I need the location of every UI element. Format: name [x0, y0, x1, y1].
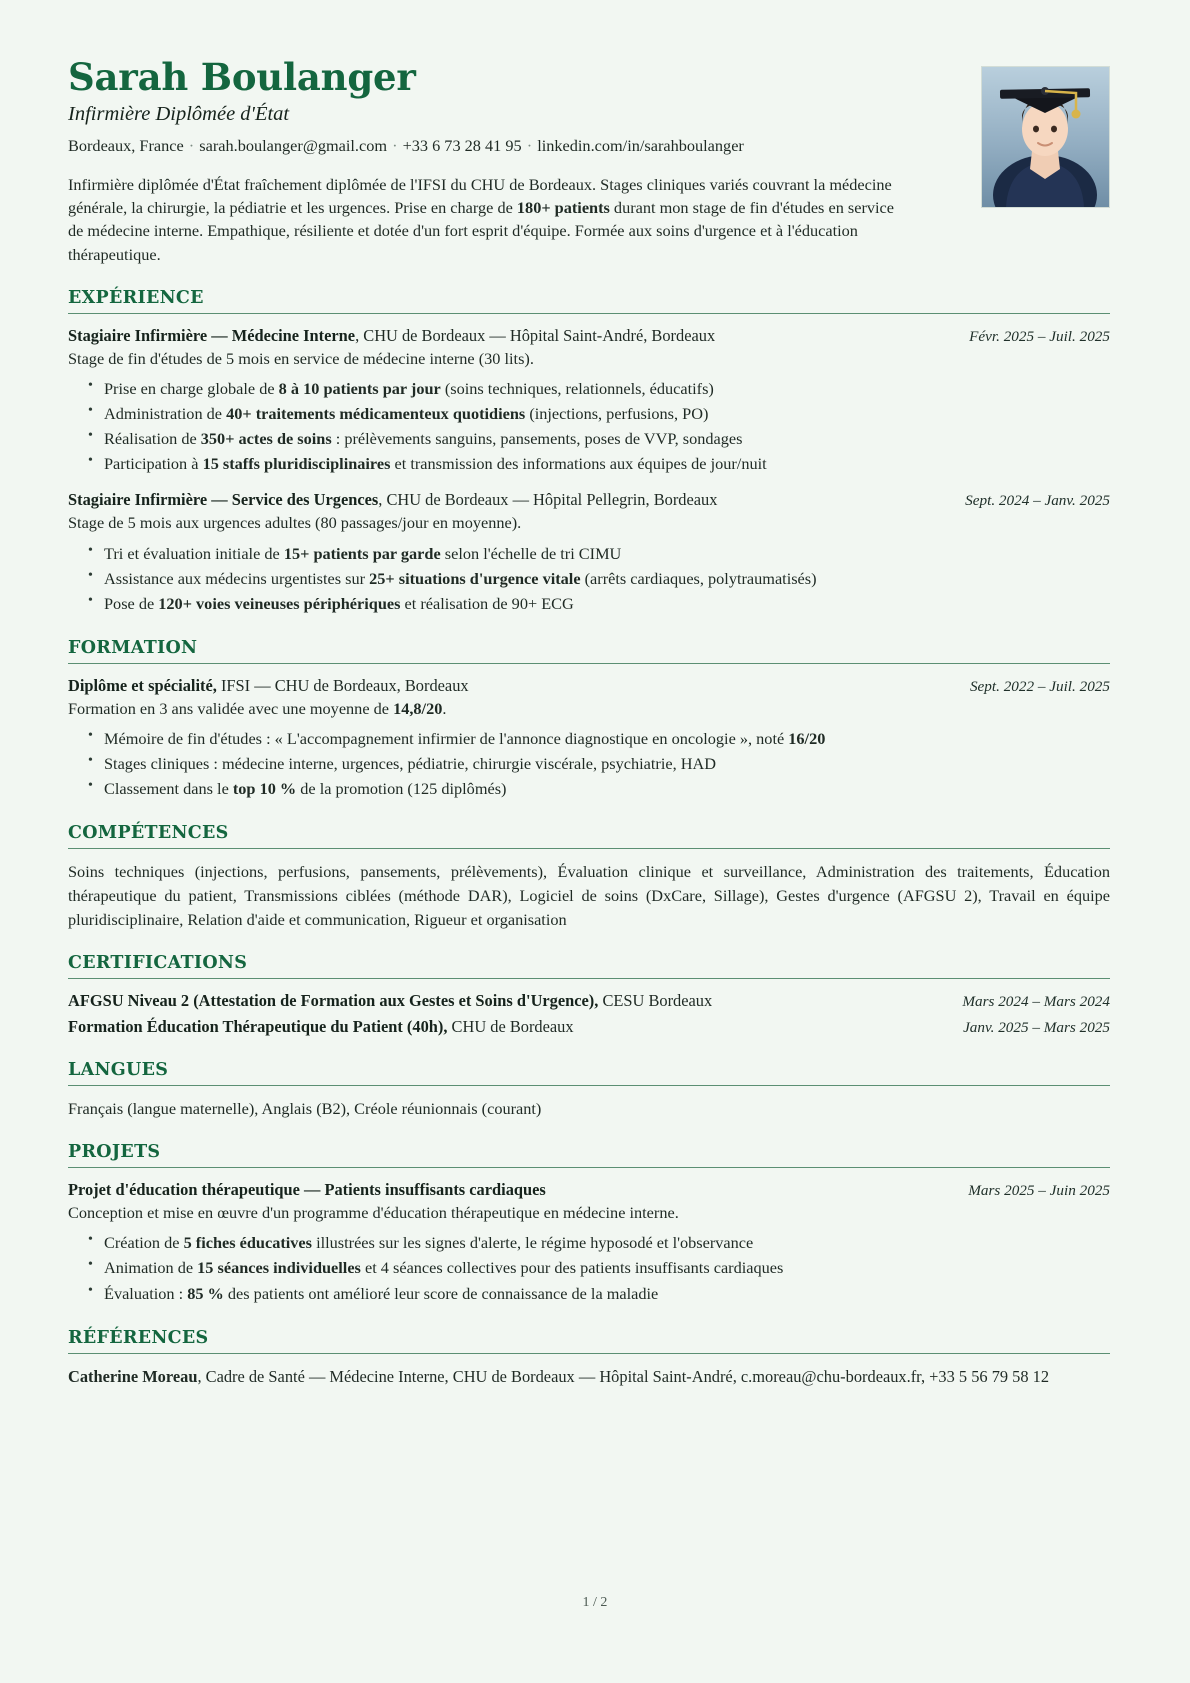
avatar	[981, 66, 1110, 208]
list-item	[86, 1256, 1110, 1280]
project-entry	[68, 1179, 1110, 1305]
section-heading-competences: COMPÉTENCES	[68, 823, 229, 844]
bullet-text-pre: Pose de	[104, 593, 159, 613]
entry-date: Sept. 2022 – Juil. 2025	[969, 677, 1110, 695]
entry-date: Févr. 2025 – Juil. 2025	[969, 327, 1110, 345]
certification-entry	[68, 990, 1110, 1012]
entry-title	[68, 1179, 950, 1201]
section-heading-langues: LANGUES	[68, 1059, 169, 1080]
bullet-text-pre: Mémoire de fin d'études : « L'accompagnement infirmier de l'annonce diagnostique en oncologie », noté	[104, 729, 789, 749]
page-number: 1 / 2	[582, 1595, 608, 1610]
list-item	[86, 727, 1110, 751]
list-item	[86, 402, 1110, 426]
bullet-text-pre: Assistance aux médecins urgentistes sur	[104, 568, 370, 588]
entry-header	[68, 489, 1110, 511]
summary-text-part1: Infirmière diplômée d'État fraîchement diplômée de l'IFSI du CHU de Bordeaux. Stages cliniques variés couvrant la médecine générale, la chirurgie, la pédiatrie et les urgences. Prise en charge de	[68, 174, 892, 217]
entry-bullet-list	[68, 1231, 1110, 1305]
entry-header	[68, 1179, 1110, 1201]
job-tagline: Infirmière Diplômée d'État	[68, 102, 290, 125]
list-item	[86, 752, 1110, 776]
summary-highlight: 180+ patients	[516, 197, 610, 217]
section-heading-formation: FORMATION	[68, 637, 198, 658]
entry-date: Mars 2025 – Juin 2025	[968, 1182, 1110, 1200]
section-divider	[68, 663, 1110, 664]
section-references	[68, 1328, 1110, 1388]
bullet-text-post: selon l'échelle de tri CIMU	[440, 543, 622, 563]
entry-role: Stagiaire Infirmière — Médecine Interne	[68, 325, 356, 345]
section-formation	[68, 638, 1110, 801]
entry-bullet-list	[68, 542, 1110, 616]
summary-text-part2: durant mon stage de fin d'études en service de médecine interne. Empathique, résiliente et dotée d'un fort esprit d'équipe. Formée aux soins d'urgence et à l'éducation thérapeutique.	[68, 197, 895, 264]
bullet-highlight: 15+ patients par garde	[283, 543, 441, 563]
contact-email[interactable]: sarah.boulanger@gmail.com	[199, 135, 387, 155]
langues-list: Français (langue maternelle), Anglais (B2), Créole réunionnais (courant)	[68, 1098, 542, 1118]
bullet-text-pre: Prise en charge globale de	[104, 379, 279, 399]
bullet-highlight: 85 %	[187, 1283, 224, 1303]
bullet-text-post: de la promotion (125 diplômés)	[296, 779, 507, 799]
bullet-highlight: 15 staffs pluridisciplinaires	[202, 454, 391, 474]
contact-separator-icon: ·	[184, 135, 199, 155]
bullet-text-post: (soins techniques, relationnels, éducatifs)	[440, 379, 714, 399]
certification-name: Formation Éducation Thérapeutique du Patient (40h),	[68, 1016, 448, 1036]
contact-phone[interactable]: +33 6 73 28 41 95	[402, 135, 522, 155]
contact-separator-icon: ·	[522, 135, 537, 155]
entry-summary	[68, 698, 1110, 720]
entry-summary: Stage de 5 mois aux urgences adultes (80 passages/jour en moyenne).	[68, 513, 522, 533]
entry-header	[68, 675, 1110, 697]
resume-header	[68, 55, 1110, 266]
entry-summary: Conception et mise en œuvre d'un programme d'éducation thérapeutique en médecine interne.	[68, 1202, 679, 1222]
summary-text-pre: Formation en 3 ans validée avec une moyenne de	[68, 698, 394, 718]
bullet-text-pre: Participation à	[104, 454, 203, 474]
section-experience	[68, 288, 1110, 616]
entry-title	[68, 1016, 945, 1038]
portrait-photo-icon	[982, 67, 1109, 207]
entry-organization: IFSI — CHU de Bordeaux, Bordeaux	[216, 675, 469, 695]
bullet-text-pre: Création de	[104, 1233, 184, 1253]
bullet-text-post: (arrêts cardiaques, polytraumatisés)	[580, 568, 817, 588]
section-divider	[68, 313, 1110, 314]
list-item	[86, 592, 1110, 616]
contact-separator-icon: ·	[388, 135, 402, 155]
list-item	[86, 542, 1110, 566]
entry-date: Mars 2024 – Mars 2024	[962, 993, 1110, 1011]
list-item	[86, 567, 1110, 591]
entry-role: Stagiaire Infirmière — Service des Urgences	[68, 490, 379, 510]
section-divider	[68, 1353, 1110, 1354]
bullet-highlight: 5 fiches éducatives	[183, 1233, 312, 1253]
bullet-text-pre: Réalisation de	[104, 429, 201, 449]
bullet-text-post: (injections, perfusions, PO)	[525, 404, 709, 424]
bullet-highlight: top 10 %	[232, 779, 297, 799]
competences-list: Soins techniques (injections, perfusions, pansements, prélèvements), Évaluation clinique et surveillance, Administration des traitements, Éducation thérapeutique du patient, Transmissions ciblées (méthode DAR), Logiciel de soins (DxCare, Sillage), Gestes d'urgence (AFGSU 2), Travail en équipe pluridisciplinaire, Relation d'aide et communication, Rigueur et organisation	[68, 862, 1110, 929]
bullet-text-post: illustrées sur les signes d'alerte, le régime hyposodé et l'observance	[312, 1233, 754, 1253]
bullet-text-pre: Stages cliniques : médecine interne, urgences, pédiatrie, chirurgie viscérale, psychiatrie, HAD	[104, 754, 716, 774]
bullet-highlight: 8 à 10 patients par jour	[278, 379, 441, 399]
list-item	[86, 377, 1110, 401]
list-item	[86, 777, 1110, 801]
bullet-highlight: 40+ traitements médicamenteux quotidiens	[226, 404, 526, 424]
entry-title	[68, 489, 947, 511]
entry-title	[68, 990, 944, 1012]
formation-entry	[68, 675, 1110, 801]
bullet-text-pre: Administration de	[104, 404, 227, 424]
bullet-text-post: et transmission des informations aux équipes de jour/nuit	[390, 454, 767, 474]
bullet-highlight: 350+ actes de soins	[200, 429, 332, 449]
bullet-text-pre: Classement dans le	[104, 779, 233, 799]
section-divider	[68, 1085, 1110, 1086]
section-heading-references: RÉFÉRENCES	[68, 1327, 209, 1348]
section-divider	[68, 978, 1110, 979]
section-projets	[68, 1142, 1110, 1305]
experience-entry	[68, 325, 1110, 477]
entry-bullet-list	[68, 377, 1110, 476]
contact-line	[68, 135, 900, 156]
entry-organization: , CHU de Bordeaux — Hôpital Saint-André, Bordeaux	[355, 325, 716, 345]
section-heading-experience: EXPÉRIENCE	[68, 287, 204, 308]
section-divider	[68, 848, 1110, 849]
certification-name: AFGSU Niveau 2 (Attestation de Formation aux Gestes et Soins d'Urgence),	[68, 991, 599, 1011]
bullet-highlight: 16/20	[788, 729, 826, 749]
list-item	[86, 427, 1110, 451]
project-name: Projet d'éducation thérapeutique — Patients insuffisants cardiaques	[68, 1180, 546, 1200]
page-title: Sarah Boulanger	[68, 55, 416, 99]
profile-summary	[68, 173, 1110, 266]
section-heading-projets: PROJETS	[68, 1142, 161, 1163]
summary-highlight: 14,8/20	[393, 698, 443, 718]
entry-title	[68, 325, 951, 347]
section-heading-certifications: CERTIFICATIONS	[68, 953, 248, 974]
certification-entry	[68, 1016, 1110, 1038]
entry-role: Diplôme et spécialité,	[68, 675, 217, 695]
list-item	[86, 452, 1110, 476]
bullet-text-pre: Évaluation :	[104, 1283, 188, 1303]
entry-title	[68, 675, 952, 697]
entry-organization: , CHU de Bordeaux — Hôpital Pellegrin, Bordeaux	[378, 490, 718, 510]
reference-entry	[68, 1365, 1110, 1388]
entry-header	[68, 325, 1110, 347]
reference-detail: , Cadre de Santé — Médecine Interne, CHU de Bordeaux — Hôpital Saint-André, c.moreau@chu-bordeaux.fr, +33 5 56 79 58 12	[197, 1366, 1050, 1386]
section-competences	[68, 823, 1110, 931]
bullet-text-post: et 4 séances collectives pour des patients insuffisants cardiaques	[360, 1258, 784, 1278]
experience-entry	[68, 489, 1110, 615]
summary-text-post: .	[442, 698, 447, 718]
section-divider	[68, 1167, 1110, 1168]
contact-location: Bordeaux, France	[68, 135, 184, 155]
entry-date: Janv. 2025 – Mars 2025	[963, 1018, 1110, 1036]
bullet-text-post: et réalisation de 90+ ECG	[400, 593, 574, 613]
section-langues	[68, 1060, 1110, 1121]
bullet-text-pre: Animation de	[104, 1258, 198, 1278]
bullet-highlight: 25+ situations d'urgence vitale	[369, 568, 581, 588]
bullet-highlight: 120+ voies veineuses périphériques	[158, 593, 401, 613]
list-item	[86, 1231, 1110, 1255]
certification-organization: CESU Bordeaux	[598, 991, 713, 1011]
section-certifications	[68, 953, 1110, 1037]
bullet-text-pre: Tri et évaluation initiale de	[104, 543, 284, 563]
entry-bullet-list	[68, 727, 1110, 801]
list-item	[86, 1282, 1110, 1306]
entry-summary: Stage de fin d'études de 5 mois en service de médecine interne (30 lits).	[68, 348, 534, 368]
bullet-text-post: des patients ont amélioré leur score de connaissance de la maladie	[223, 1283, 659, 1303]
header-text-block	[68, 55, 1110, 156]
bullet-text-post: : prélèvements sanguins, pansements, poses de VVP, sondages	[331, 429, 743, 449]
entry-date: Sept. 2024 – Janv. 2025	[965, 492, 1110, 510]
reference-name: Catherine Moreau	[68, 1366, 198, 1386]
certification-organization: CHU de Bordeaux	[447, 1016, 574, 1036]
bullet-highlight: 15 séances individuelles	[197, 1258, 361, 1278]
contact-linkedin[interactable]: linkedin.com/in/sarahboulanger	[537, 135, 744, 155]
